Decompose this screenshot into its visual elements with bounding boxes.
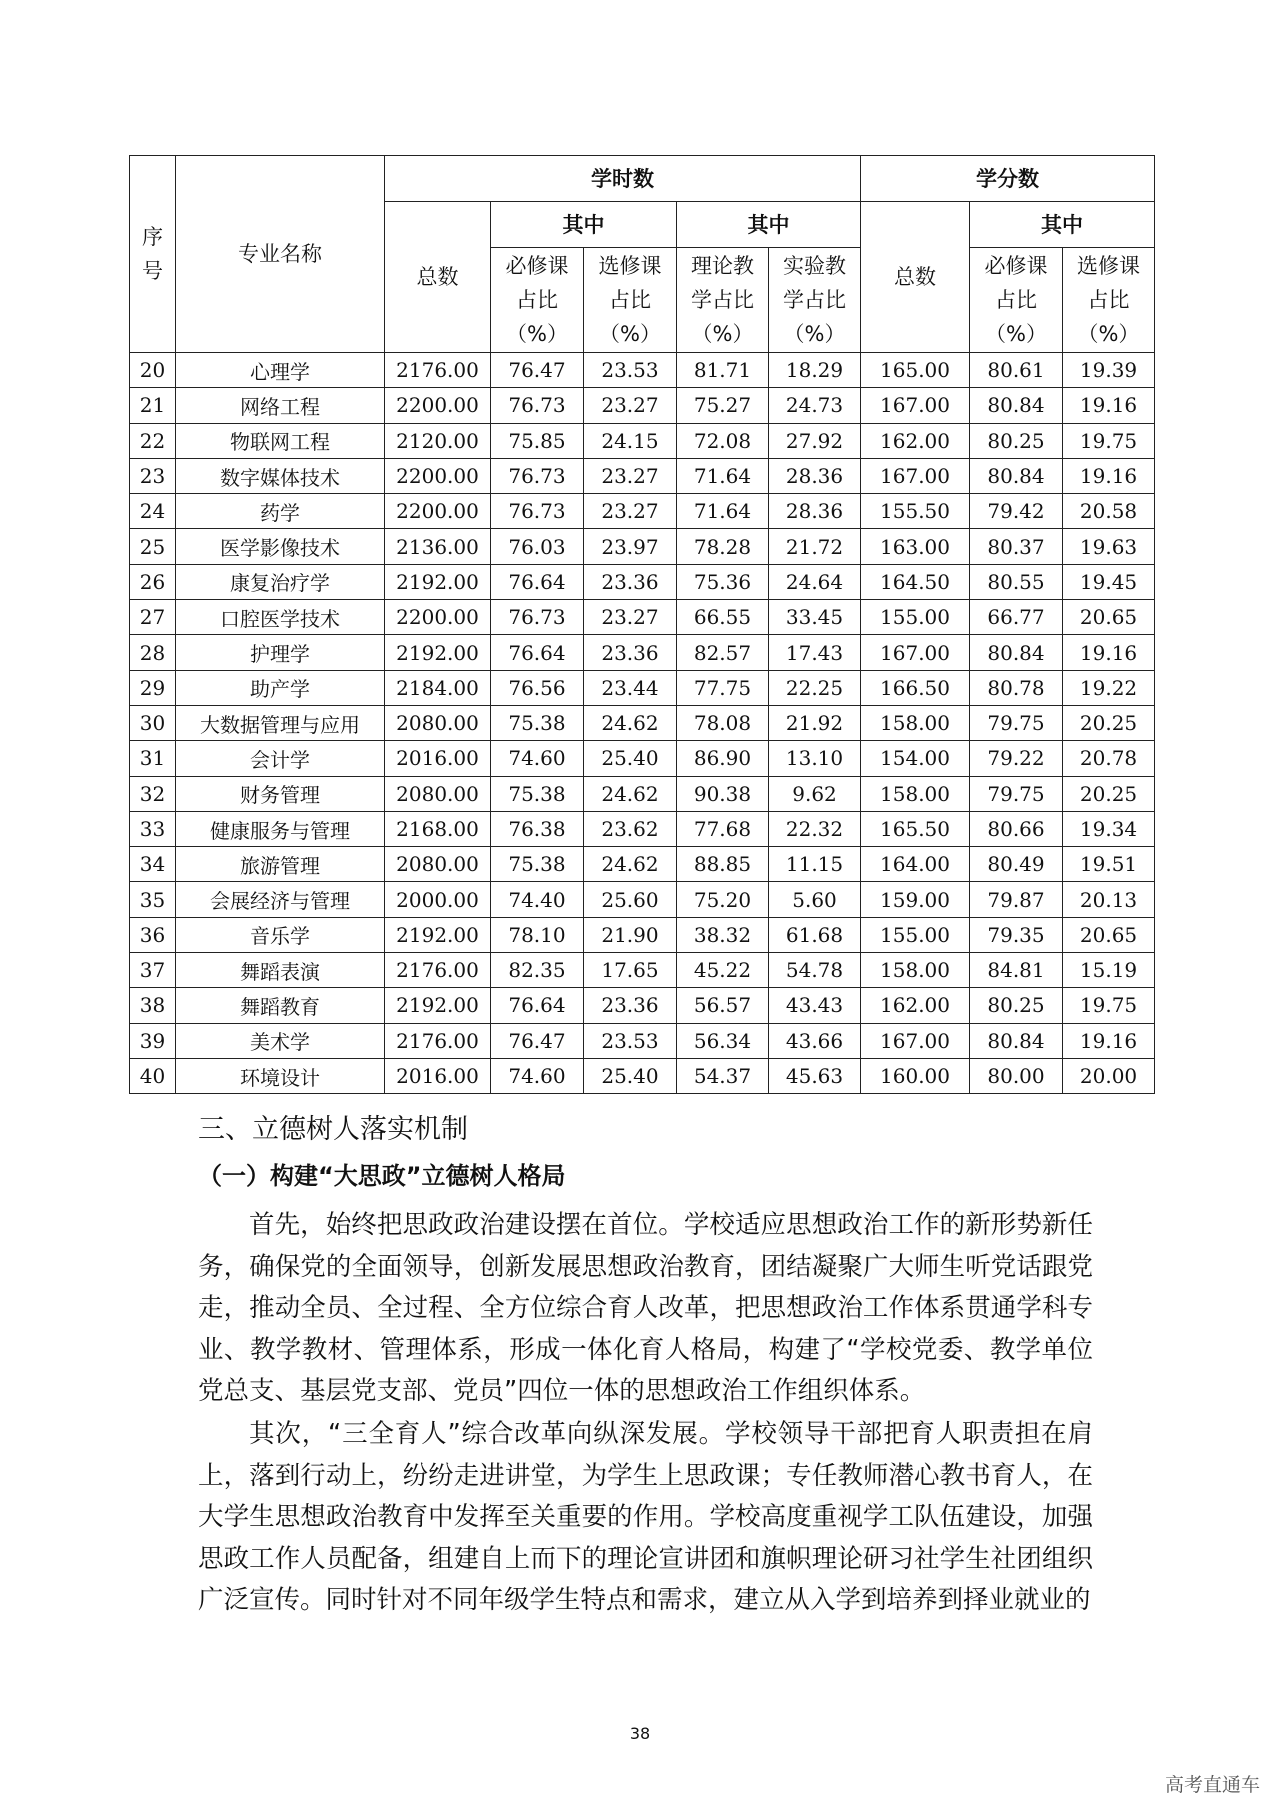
- header-credits-of-which: 其中: [970, 202, 1155, 248]
- row-value: 84.81: [970, 953, 1063, 988]
- row-value: 2184.00: [385, 670, 491, 705]
- row-value: 56.57: [677, 988, 769, 1023]
- row-seq: 21: [130, 388, 176, 423]
- row-seq: 26: [130, 564, 176, 599]
- row-value: 23.27: [584, 494, 677, 529]
- header-credits: 学分数: [861, 156, 1155, 202]
- header-major-name: 专业名称: [176, 156, 385, 353]
- header-credit-elective-ratio: 选修课占比（%）: [1063, 248, 1155, 353]
- row-major-name: 助产学: [176, 670, 385, 705]
- row-value: 17.65: [584, 953, 677, 988]
- row-major-name: 口腔医学技术: [176, 600, 385, 635]
- row-value: 11.15: [769, 847, 861, 882]
- row-value: 23.27: [584, 600, 677, 635]
- row-value: 160.00: [861, 1058, 970, 1093]
- row-value: 88.85: [677, 847, 769, 882]
- row-major-name: 康复治疗学: [176, 564, 385, 599]
- row-value: 80.84: [970, 635, 1063, 670]
- row-seq: 34: [130, 847, 176, 882]
- table-body: [130, 353, 1155, 1094]
- row-seq: 23: [130, 458, 176, 493]
- row-value: 2192.00: [385, 917, 491, 952]
- row-value: 155.00: [861, 917, 970, 952]
- row-seq: 38: [130, 988, 176, 1023]
- row-seq: 25: [130, 529, 176, 564]
- row-value: 23.27: [584, 458, 677, 493]
- row-value: 43.43: [769, 988, 861, 1023]
- row-value: 22.25: [769, 670, 861, 705]
- table-row: [130, 705, 1155, 740]
- row-value: 19.34: [1063, 811, 1155, 846]
- row-value: 74.60: [491, 1058, 584, 1093]
- row-value: 167.00: [861, 635, 970, 670]
- row-value: 78.10: [491, 917, 584, 952]
- row-value: 76.64: [491, 988, 584, 1023]
- header-hours-of-which-1: 其中: [491, 202, 677, 248]
- table-row: [130, 847, 1155, 882]
- row-value: 2192.00: [385, 988, 491, 1023]
- row-value: 13.10: [769, 741, 861, 776]
- row-value: 45.22: [677, 953, 769, 988]
- row-value: 79.87: [970, 882, 1063, 917]
- row-seq: 40: [130, 1058, 176, 1093]
- row-value: 19.16: [1063, 1023, 1155, 1058]
- table-row: [130, 882, 1155, 917]
- row-major-name: 大数据管理与应用: [176, 705, 385, 740]
- row-value: 2080.00: [385, 776, 491, 811]
- row-value: 5.60: [769, 882, 861, 917]
- row-value: 163.00: [861, 529, 970, 564]
- row-value: 24.62: [584, 847, 677, 882]
- row-value: 80.49: [970, 847, 1063, 882]
- row-seq: 35: [130, 882, 176, 917]
- row-value: 43.66: [769, 1023, 861, 1058]
- row-value: 162.00: [861, 988, 970, 1023]
- row-value: 22.32: [769, 811, 861, 846]
- row-value: 75.38: [491, 705, 584, 740]
- row-value: 56.34: [677, 1023, 769, 1058]
- table-row: [130, 917, 1155, 952]
- row-value: 20.25: [1063, 776, 1155, 811]
- row-major-name: 数字媒体技术: [176, 458, 385, 493]
- row-value: 82.57: [677, 635, 769, 670]
- header-credits-total: 总数: [861, 202, 970, 353]
- row-value: 25.40: [584, 741, 677, 776]
- row-value: 80.78: [970, 670, 1063, 705]
- table-row: [130, 953, 1155, 988]
- row-value: 19.16: [1063, 635, 1155, 670]
- row-value: 76.03: [491, 529, 584, 564]
- row-value: 155.50: [861, 494, 970, 529]
- row-value: 2200.00: [385, 458, 491, 493]
- row-seq: 32: [130, 776, 176, 811]
- row-value: 79.42: [970, 494, 1063, 529]
- row-value: 19.39: [1063, 353, 1155, 388]
- row-value: 162.00: [861, 423, 970, 458]
- row-value: 24.62: [584, 705, 677, 740]
- row-value: 9.62: [769, 776, 861, 811]
- row-value: 76.73: [491, 600, 584, 635]
- row-value: 21.72: [769, 529, 861, 564]
- row-value: 74.40: [491, 882, 584, 917]
- row-value: 2200.00: [385, 600, 491, 635]
- header-hours-of-which-2: 其中: [677, 202, 861, 248]
- row-value: 71.64: [677, 494, 769, 529]
- row-seq: 33: [130, 811, 176, 846]
- row-value: 23.97: [584, 529, 677, 564]
- row-value: 158.00: [861, 776, 970, 811]
- row-major-name: 财务管理: [176, 776, 385, 811]
- row-value: 78.28: [677, 529, 769, 564]
- row-major-name: 旅游管理: [176, 847, 385, 882]
- row-value: 24.15: [584, 423, 677, 458]
- row-value: 79.75: [970, 776, 1063, 811]
- table-row: [130, 1023, 1155, 1058]
- row-major-name: 会展经济与管理: [176, 882, 385, 917]
- row-value: 25.60: [584, 882, 677, 917]
- row-value: 23.36: [584, 564, 677, 599]
- row-seq: 36: [130, 917, 176, 952]
- row-major-name: 舞蹈教育: [176, 988, 385, 1023]
- row-value: 165.00: [861, 353, 970, 388]
- row-value: 76.38: [491, 811, 584, 846]
- header-lab-ratio: 实验教学占比（%）: [769, 248, 861, 353]
- row-value: 38.32: [677, 917, 769, 952]
- row-value: 21.90: [584, 917, 677, 952]
- row-value: 2080.00: [385, 705, 491, 740]
- row-value: 20.65: [1063, 917, 1155, 952]
- row-value: 54.78: [769, 953, 861, 988]
- row-value: 23.62: [584, 811, 677, 846]
- table-row: [130, 529, 1155, 564]
- row-value: 25.40: [584, 1058, 677, 1093]
- row-value: 2168.00: [385, 811, 491, 846]
- row-value: 75.38: [491, 776, 584, 811]
- row-value: 20.58: [1063, 494, 1155, 529]
- row-major-name: 健康服务与管理: [176, 811, 385, 846]
- row-value: 81.71: [677, 353, 769, 388]
- row-seq: 27: [130, 600, 176, 635]
- row-value: 164.00: [861, 847, 970, 882]
- row-major-name: 音乐学: [176, 917, 385, 952]
- row-value: 80.84: [970, 388, 1063, 423]
- row-value: 75.27: [677, 388, 769, 423]
- table-row: [130, 811, 1155, 846]
- row-value: 76.47: [491, 353, 584, 388]
- row-value: 80.37: [970, 529, 1063, 564]
- row-value: 80.84: [970, 458, 1063, 493]
- row-value: 2080.00: [385, 847, 491, 882]
- table-row: [130, 494, 1155, 529]
- row-value: 75.85: [491, 423, 584, 458]
- table-row: [130, 458, 1155, 493]
- row-value: 2000.00: [385, 882, 491, 917]
- row-value: 19.45: [1063, 564, 1155, 599]
- row-value: 78.08: [677, 705, 769, 740]
- header-credit-required-ratio: 必修课占比（%）: [970, 248, 1063, 353]
- table-row: [130, 353, 1155, 388]
- row-value: 2120.00: [385, 423, 491, 458]
- row-value: 2176.00: [385, 353, 491, 388]
- row-value: 79.75: [970, 705, 1063, 740]
- table-row: [130, 423, 1155, 458]
- row-value: 19.16: [1063, 388, 1155, 423]
- row-value: 24.73: [769, 388, 861, 423]
- row-value: 54.37: [677, 1058, 769, 1093]
- row-value: 158.00: [861, 953, 970, 988]
- row-value: 76.64: [491, 564, 584, 599]
- row-value: 33.45: [769, 600, 861, 635]
- row-major-name: 会计学: [176, 741, 385, 776]
- row-value: 75.20: [677, 882, 769, 917]
- row-value: 76.73: [491, 388, 584, 423]
- row-value: 20.65: [1063, 600, 1155, 635]
- table-row: [130, 1058, 1155, 1093]
- row-seq: 24: [130, 494, 176, 529]
- table-row: [130, 600, 1155, 635]
- row-value: 19.75: [1063, 423, 1155, 458]
- row-value: 167.00: [861, 1023, 970, 1058]
- row-value: 2176.00: [385, 953, 491, 988]
- table-row: [130, 564, 1155, 599]
- row-seq: 39: [130, 1023, 176, 1058]
- row-value: 80.55: [970, 564, 1063, 599]
- row-value: 28.36: [769, 494, 861, 529]
- row-value: 23.44: [584, 670, 677, 705]
- row-value: 80.25: [970, 988, 1063, 1023]
- row-value: 2176.00: [385, 1023, 491, 1058]
- row-value: 23.53: [584, 353, 677, 388]
- row-major-name: 环境设计: [176, 1058, 385, 1093]
- row-major-name: 医学影像技术: [176, 529, 385, 564]
- row-value: 19.75: [1063, 988, 1155, 1023]
- table-row: [130, 776, 1155, 811]
- row-value: 80.25: [970, 423, 1063, 458]
- row-value: 74.60: [491, 741, 584, 776]
- row-value: 75.38: [491, 847, 584, 882]
- header-hours-total: 总数: [385, 202, 491, 353]
- row-value: 79.22: [970, 741, 1063, 776]
- table-row: [130, 988, 1155, 1023]
- table-row: [130, 670, 1155, 705]
- row-major-name: 网络工程: [176, 388, 385, 423]
- row-value: 75.36: [677, 564, 769, 599]
- row-seq: 30: [130, 705, 176, 740]
- row-value: 66.77: [970, 600, 1063, 635]
- row-value: 71.64: [677, 458, 769, 493]
- row-value: 2192.00: [385, 635, 491, 670]
- row-value: 80.00: [970, 1058, 1063, 1093]
- header-elective-ratio: 选修课占比（%）: [584, 248, 677, 353]
- row-value: 165.50: [861, 811, 970, 846]
- row-value: 23.36: [584, 988, 677, 1023]
- row-value: 167.00: [861, 388, 970, 423]
- header-required-ratio: 必修课占比（%）: [491, 248, 584, 353]
- row-value: 61.68: [769, 917, 861, 952]
- row-value: 76.73: [491, 494, 584, 529]
- row-seq: 37: [130, 953, 176, 988]
- table-row: [130, 635, 1155, 670]
- row-value: 72.08: [677, 423, 769, 458]
- row-value: 19.22: [1063, 670, 1155, 705]
- row-value: 21.92: [769, 705, 861, 740]
- credits-table: [129, 155, 1155, 1094]
- row-value: 77.75: [677, 670, 769, 705]
- row-value: 17.43: [769, 635, 861, 670]
- row-value: 77.68: [677, 811, 769, 846]
- row-value: 15.19: [1063, 953, 1155, 988]
- row-value: 76.47: [491, 1023, 584, 1058]
- watermark: 高考直通车: [1164, 1774, 1260, 1796]
- header-theory-ratio: 理论教学占比（%）: [677, 248, 769, 353]
- row-value: 23.36: [584, 635, 677, 670]
- header-hours: 学时数: [385, 156, 861, 202]
- row-value: 80.66: [970, 811, 1063, 846]
- row-value: 166.50: [861, 670, 970, 705]
- row-value: 2200.00: [385, 494, 491, 529]
- row-value: 76.73: [491, 458, 584, 493]
- row-major-name: 物联网工程: [176, 423, 385, 458]
- row-value: 80.84: [970, 1023, 1063, 1058]
- row-value: 159.00: [861, 882, 970, 917]
- row-value: 155.00: [861, 600, 970, 635]
- row-value: 45.63: [769, 1058, 861, 1093]
- row-value: 154.00: [861, 741, 970, 776]
- row-seq: 29: [130, 670, 176, 705]
- row-value: 20.25: [1063, 705, 1155, 740]
- row-value: 86.90: [677, 741, 769, 776]
- row-value: 2192.00: [385, 564, 491, 599]
- row-major-name: 舞蹈表演: [176, 953, 385, 988]
- paragraph: 其次，“三全育人”综合改革向纵深发展。学校领导干部把育人职责担在肩上，落到行动上，纷纷走进讲堂，为学生上思政课；专任教师潜心教书育人，在大学生思想政治教育中发挥至关重要的作用。学校高度重视学工队伍建设，加强思政工作人员配备，组建自上而下的理论宣讲团和旗帜理论研习社学生社团组织广泛宣传。同时针对不同年级学生特点和需求，建立从入学到培养到择业就业的: [198, 1419, 1093, 1615]
- row-value: 28.36: [769, 458, 861, 493]
- row-value: 24.62: [584, 776, 677, 811]
- row-major-name: 心理学: [176, 353, 385, 388]
- row-value: 20.13: [1063, 882, 1155, 917]
- row-value: 24.64: [769, 564, 861, 599]
- row-value: 167.00: [861, 458, 970, 493]
- row-value: 158.00: [861, 705, 970, 740]
- row-major-name: 美术学: [176, 1023, 385, 1058]
- row-value: 18.29: [769, 353, 861, 388]
- row-value: 2016.00: [385, 1058, 491, 1093]
- paragraph: 首先，始终把思政政治建设摆在首位。学校适应思想政治工作的新形势新任务，确保党的全面领导，创新发展思想政治教育，团结凝聚广大师生听党话跟党走，推动全员、全过程、全方位综合育人改革，把思想政治工作体系贯通学科专业、教学教材、管理体系，形成一体化育人格局，构建了“学校党委、教学单位党总支、基层党支部、党员”四位一体的思想政治工作组织体系。: [198, 1210, 1093, 1406]
- row-value: 20.00: [1063, 1058, 1155, 1093]
- row-value: 2136.00: [385, 529, 491, 564]
- row-value: 20.78: [1063, 741, 1155, 776]
- row-value: 27.92: [769, 423, 861, 458]
- row-value: 23.53: [584, 1023, 677, 1058]
- row-value: 19.63: [1063, 529, 1155, 564]
- row-value: 19.51: [1063, 847, 1155, 882]
- row-seq: 31: [130, 741, 176, 776]
- row-value: 76.56: [491, 670, 584, 705]
- row-seq: 20: [130, 353, 176, 388]
- row-value: 76.64: [491, 635, 584, 670]
- row-value: 164.50: [861, 564, 970, 599]
- row-value: 2200.00: [385, 388, 491, 423]
- row-value: 19.16: [1063, 458, 1155, 493]
- row-value: 66.55: [677, 600, 769, 635]
- row-seq: 22: [130, 423, 176, 458]
- row-value: 80.61: [970, 353, 1063, 388]
- row-value: 90.38: [677, 776, 769, 811]
- row-value: 2016.00: [385, 741, 491, 776]
- row-major-name: 护理学: [176, 635, 385, 670]
- row-value: 23.27: [584, 388, 677, 423]
- row-major-name: 药学: [176, 494, 385, 529]
- table-row: [130, 388, 1155, 423]
- header-seq: 序号: [130, 156, 176, 353]
- row-seq: 28: [130, 635, 176, 670]
- row-value: 79.35: [970, 917, 1063, 952]
- section-heading: 三、立德树人落实机制: [198, 1114, 468, 1145]
- table-row: [130, 741, 1155, 776]
- section-subheading: （一）构建“大思政”立德树人格局: [198, 1162, 566, 1190]
- page-number: 38: [629, 1724, 651, 1743]
- row-value: 82.35: [491, 953, 584, 988]
